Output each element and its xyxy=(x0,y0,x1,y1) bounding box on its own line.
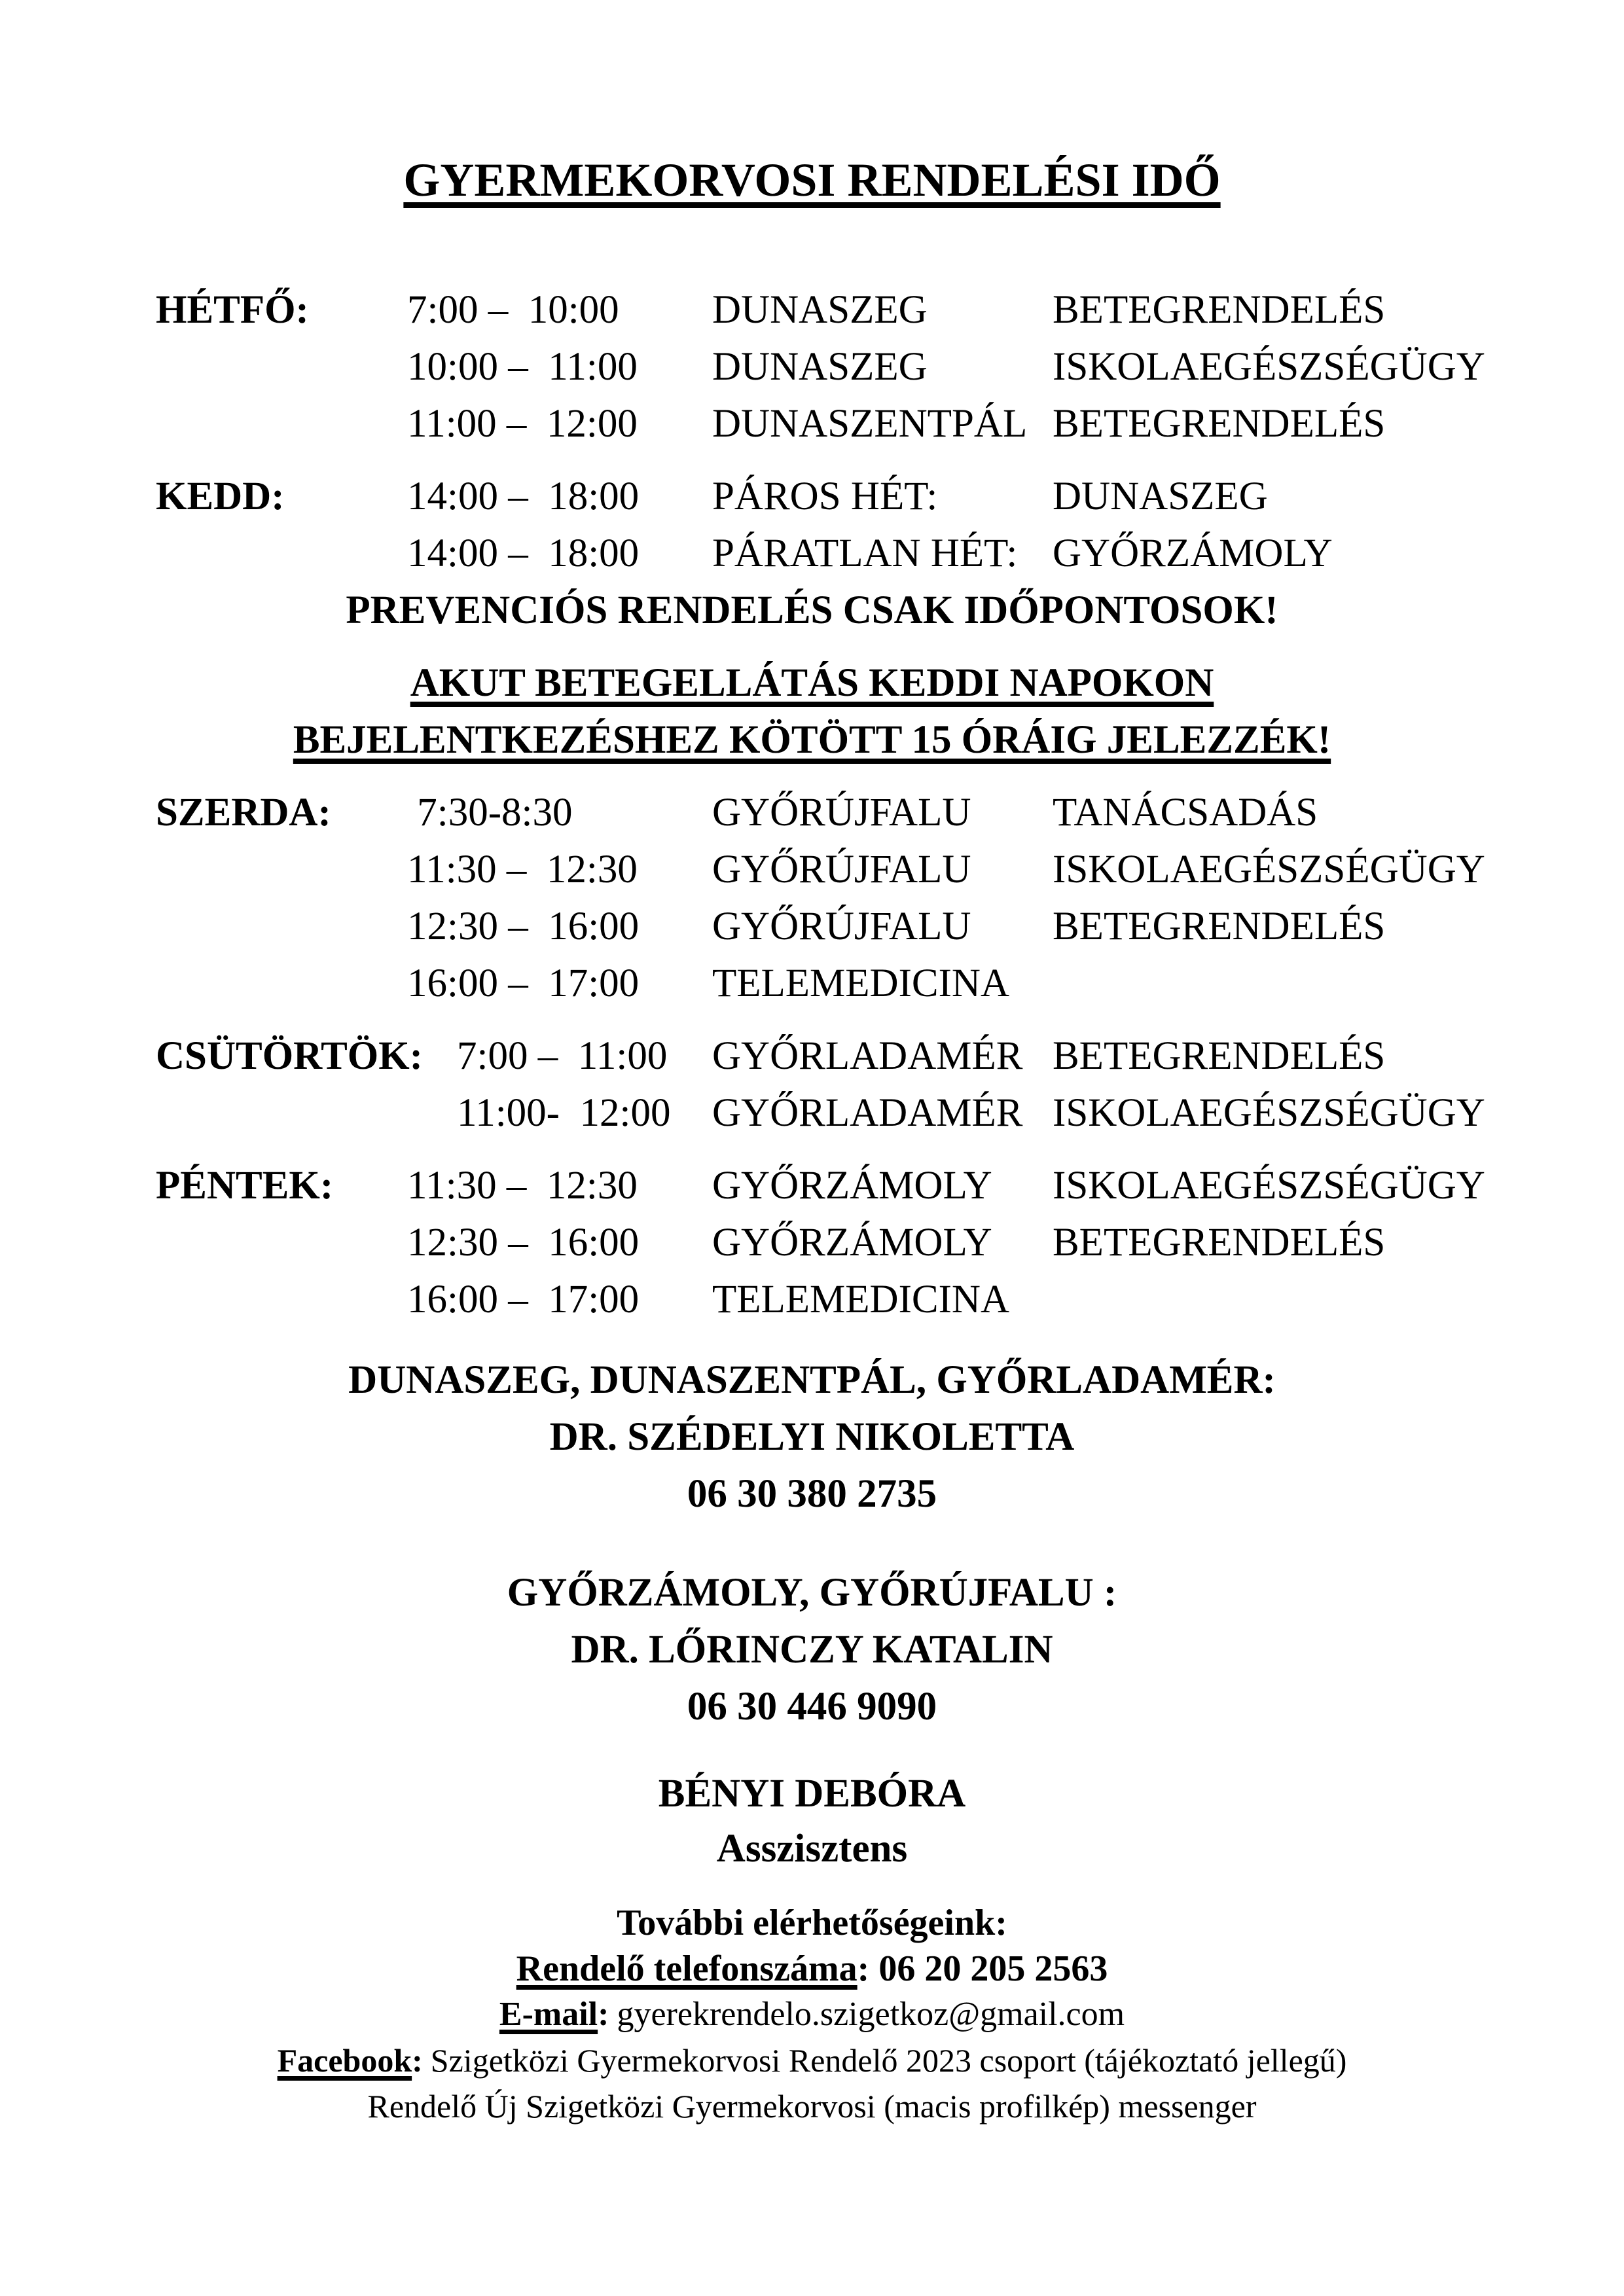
location: GYŐRÚJFALU xyxy=(712,848,971,891)
assistant-block xyxy=(0,1767,1624,1876)
time-range: 12:30 – 16:00 xyxy=(407,1221,640,1265)
time-range: 7:00 – 11:00 xyxy=(457,1034,668,1078)
time-range: 14:00 – 18:00 xyxy=(407,475,640,518)
time-range: 16:00 – 17:00 xyxy=(407,961,640,1005)
location: PÁROS HÉT: xyxy=(712,475,938,518)
time-range: 11:00- 12:00 xyxy=(457,1091,671,1135)
assistant-name: BÉNYI DEBÓRA xyxy=(658,1772,966,1816)
schedule-row-kedd-1 xyxy=(156,468,1468,525)
location: PÁRATLAN HÉT: xyxy=(712,531,1018,575)
service-type: BETEGRENDELÉS xyxy=(1053,1034,1386,1078)
schedule-row-pentek-2 xyxy=(156,1214,1468,1271)
assistant-role: Asszisztens xyxy=(716,1827,908,1871)
email-colon: : xyxy=(598,1996,609,2033)
time-range: 11:30 – 12:30 xyxy=(407,848,638,891)
location: GYŐRÚJFALU xyxy=(712,791,971,834)
time-range: 10:00 – 11:00 xyxy=(407,345,638,389)
doctor-name: DR. SZÉDELYI NIKOLETTA xyxy=(549,1415,1075,1459)
time-range: 12:30 – 16:00 xyxy=(407,905,640,948)
time-range: 7:00 – 10:00 xyxy=(407,288,619,332)
clinic-phone-label: Rendelő telefonszáma xyxy=(516,1948,857,1989)
service-type: BETEGRENDELÉS xyxy=(1053,905,1386,948)
day-label-kedd: KEDD: xyxy=(156,475,285,518)
schedule-row-hetfo-2 xyxy=(156,338,1485,395)
service-type: BETEGRENDELÉS xyxy=(1053,288,1386,332)
contact-footer xyxy=(0,1900,1624,2129)
location: TELEMEDICINA xyxy=(712,961,1010,1005)
location: GYŐRZÁMOLY xyxy=(712,1221,992,1265)
clinic-phone-line xyxy=(0,1946,1624,1992)
schedule-row-szerda-3 xyxy=(156,898,1468,955)
day-label-szerda: SZERDA: xyxy=(156,791,331,834)
time-range: 14:00 – 18:00 xyxy=(407,531,640,575)
service-type: BETEGRENDELÉS xyxy=(1053,1221,1386,1265)
service-type: DUNASZEG xyxy=(1053,475,1268,518)
schedule-row-hetfo-3 xyxy=(156,395,1468,452)
service-type: ISKOLAEGÉSZSÉGÜGY xyxy=(1053,345,1485,389)
prevention-note: PREVENCIÓS RENDELÉS CSAK IDŐPONTOSOK! xyxy=(346,588,1278,632)
time-range: 11:00 – 12:00 xyxy=(407,402,638,446)
location: DUNASZEG xyxy=(712,288,928,332)
facebook-colon: : xyxy=(412,2042,423,2079)
page-title xyxy=(0,0,1624,216)
doctor-block-szedelyi xyxy=(0,1352,1624,1522)
acute-care-alert xyxy=(156,655,1468,768)
location: GYŐRZÁMOLY xyxy=(712,1164,992,1208)
email-address: gyerekrendelo.szigetkoz@gmail.com xyxy=(617,1996,1125,2033)
doctor-areas: DUNASZEG, DUNASZENTPÁL, GYŐRLADAMÉR: xyxy=(348,1358,1276,1402)
doctor-phone: 06 30 446 9090 xyxy=(687,1685,937,1729)
time-range: 11:30 – 12:30 xyxy=(407,1164,638,1208)
facebook-line xyxy=(0,2037,1624,2083)
day-label-pentek: PÉNTEK: xyxy=(156,1164,334,1208)
alert-line-2-text: BEJELENTKEZÉSHEZ KÖTÖTT 15 ÓRÁIG JELEZZÉK! xyxy=(293,718,1331,762)
time-range: 16:00 – 17:00 xyxy=(407,1278,640,1321)
alert-line-1-text: AKUT BETEGELLÁTÁS KEDDI NAPOKON xyxy=(410,661,1214,705)
location: GYŐRÚJFALU xyxy=(712,905,971,948)
email-label: E-mail xyxy=(499,1996,598,2033)
location: TELEMEDICINA xyxy=(712,1278,1010,1321)
schedule-row-pentek-1 xyxy=(156,1157,1485,1214)
schedule-row-csutortok-2 xyxy=(156,1085,1485,1141)
schedule-row-szerda-1 xyxy=(156,784,1468,841)
email-line xyxy=(0,1992,1624,2037)
alert-line-1 xyxy=(156,655,1468,711)
schedule xyxy=(156,281,1485,1328)
doctor-areas: GYŐRZÁMOLY, GYŐRÚJFALU : xyxy=(507,1571,1117,1615)
facebook-group-name: Szigetközi Gyermekorvosi Rendelő 2023 csoport (tájékoztató jellegű) xyxy=(430,2042,1347,2079)
schedule-row-pentek-3 xyxy=(156,1271,1468,1328)
service-type: GYŐRZÁMOLY xyxy=(1053,531,1333,575)
doctor-name: DR. LŐRINCZY KATALIN xyxy=(571,1628,1053,1672)
location: DUNASZENTPÁL xyxy=(712,402,1028,446)
service-type: ISKOLAEGÉSZSÉGÜGY xyxy=(1053,848,1485,891)
day-label-csutortok: CSÜTÖRTÖK: xyxy=(156,1034,423,1078)
service-type: TANÁCSADÁS xyxy=(1053,791,1318,834)
alert-line-2 xyxy=(156,711,1468,768)
time-range: 7:30-8:30 xyxy=(407,791,573,834)
facebook-label: Facebook xyxy=(277,2042,412,2079)
clinic-phone-number: : 06 20 205 2563 xyxy=(857,1948,1108,1989)
service-type: ISKOLAEGÉSZSÉGÜGY xyxy=(1053,1164,1485,1208)
location: GYŐRLADAMÉR xyxy=(712,1091,1023,1135)
schedule-row-kedd-2 xyxy=(156,525,1468,582)
schedule-row-hetfo-1 xyxy=(156,281,1468,338)
location: GYŐRLADAMÉR xyxy=(712,1034,1023,1078)
day-label-hetfo: HÉTFŐ: xyxy=(156,288,309,332)
schedule-row-csutortok-1 xyxy=(156,1028,1468,1085)
schedule-row-szerda-4 xyxy=(156,955,1468,1012)
doctor-phone: 06 30 380 2735 xyxy=(687,1472,937,1516)
doctor-block-lorinczy xyxy=(0,1564,1624,1735)
service-type: ISKOLAEGÉSZSÉGÜGY xyxy=(1053,1091,1485,1135)
messenger-line: Rendelő Új Szigetközi Gyermekorvosi (macis profilkép) messenger xyxy=(367,2088,1257,2125)
footer-heading: További elérhetőségeink: xyxy=(617,1903,1007,1943)
page-title-text: GYERMEKORVOSI RENDELÉSI IDŐ xyxy=(403,154,1221,206)
service-type: BETEGRENDELÉS xyxy=(1053,402,1386,446)
schedule-row-szerda-2 xyxy=(156,841,1485,898)
location: DUNASZEG xyxy=(712,345,928,389)
